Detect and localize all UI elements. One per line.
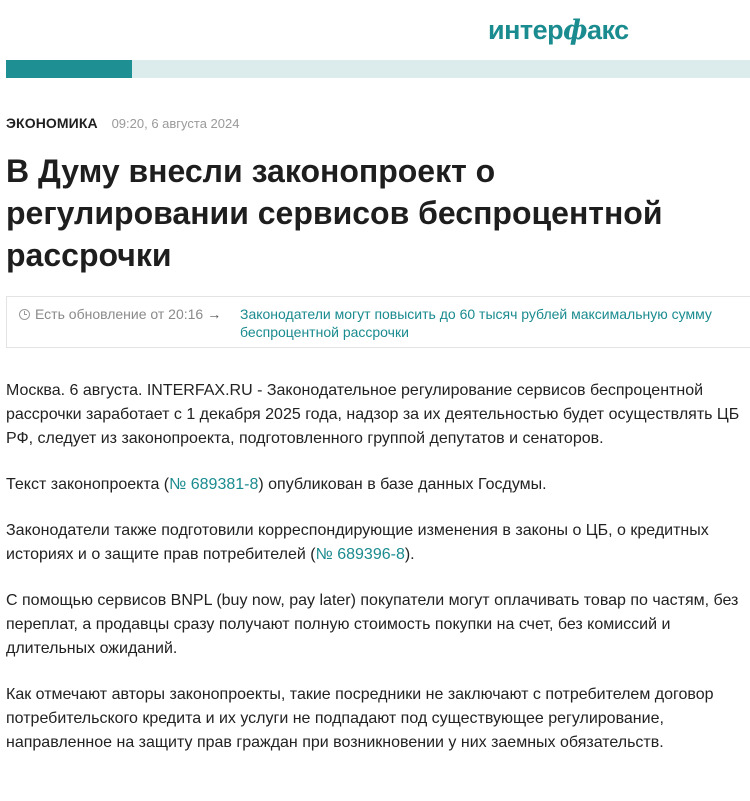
paragraph-3-text-after: ). [404,546,415,563]
paragraph-3 [6,519,748,567]
paragraph-1: Москва. 6 августа. INTERFAX.RU - Законодательное регулирование сервисов беспроцентной рассрочки заработает с 1 декабря 2025 года, надзор за их деятельностью будет осуществлять ЦБ РФ, следует из законопроекта, подготовленного группой депутатов и сенаторов. [6,382,740,447]
logo-text-part2: акс [587,15,629,45]
logo-text-f: ф [563,15,587,46]
article-title: В Думу внесли законопроект о регулировании сервисов беспроцентной рассрочки [6,153,663,273]
paragraph-2-text-before: Текст законопроекта ( [6,476,170,493]
clock-icon [19,309,30,320]
update-label-text: Есть обновление от 20:16 [35,306,204,322]
reading-progress-bar [6,60,750,78]
paragraph-3-text-before: Законодатели также подготовили корреспондирующие изменения в законы о ЦБ, о кредитных историях и о защите прав потребителей ( [6,522,709,563]
paragraph-2-text-after: ) опубликован в базе данных Госдумы. [258,476,547,493]
update-label [19,305,221,323]
update-link[interactable]: Законодатели могут повысить до 60 тысяч рублей максимальную сумму беспроцентной рассрочки [240,306,712,340]
bill-link-689381-8[interactable]: № 689381-8 [169,476,259,493]
arrow-right-icon: → [207,306,222,322]
logo-text-part1: интер [488,15,564,45]
paragraph-2 [6,473,748,497]
article-meta [6,114,239,133]
publish-datetime: 09:20, 6 августа 2024 [111,116,240,131]
interfax-logo[interactable] [488,13,629,47]
site-header [0,0,750,60]
reading-progress-fill [6,60,132,78]
paragraph-5: Как отмечают авторы законопроекты, такие посредники не заключают с потребителем договор потребительского кредита и их услуги не подпадают под существующее регулирование, направленное на защиту прав граждан при возникновении у них заемных обязательств. [6,686,714,751]
update-notice [6,296,750,348]
paragraph-4: С помощью сервисов BNPL (buy now, pay later) покупатели могут оплачивать товар по частям, без переплат, а продавцы сразу получают полную стоимость покупки на счет, без комиссий и длительных ожиданий. [6,592,739,657]
rubric-link[interactable]: ЭКОНОМИКА [6,115,98,131]
bill-link-689396-8[interactable]: № 689396-8 [315,546,405,563]
article-body [6,379,748,777]
